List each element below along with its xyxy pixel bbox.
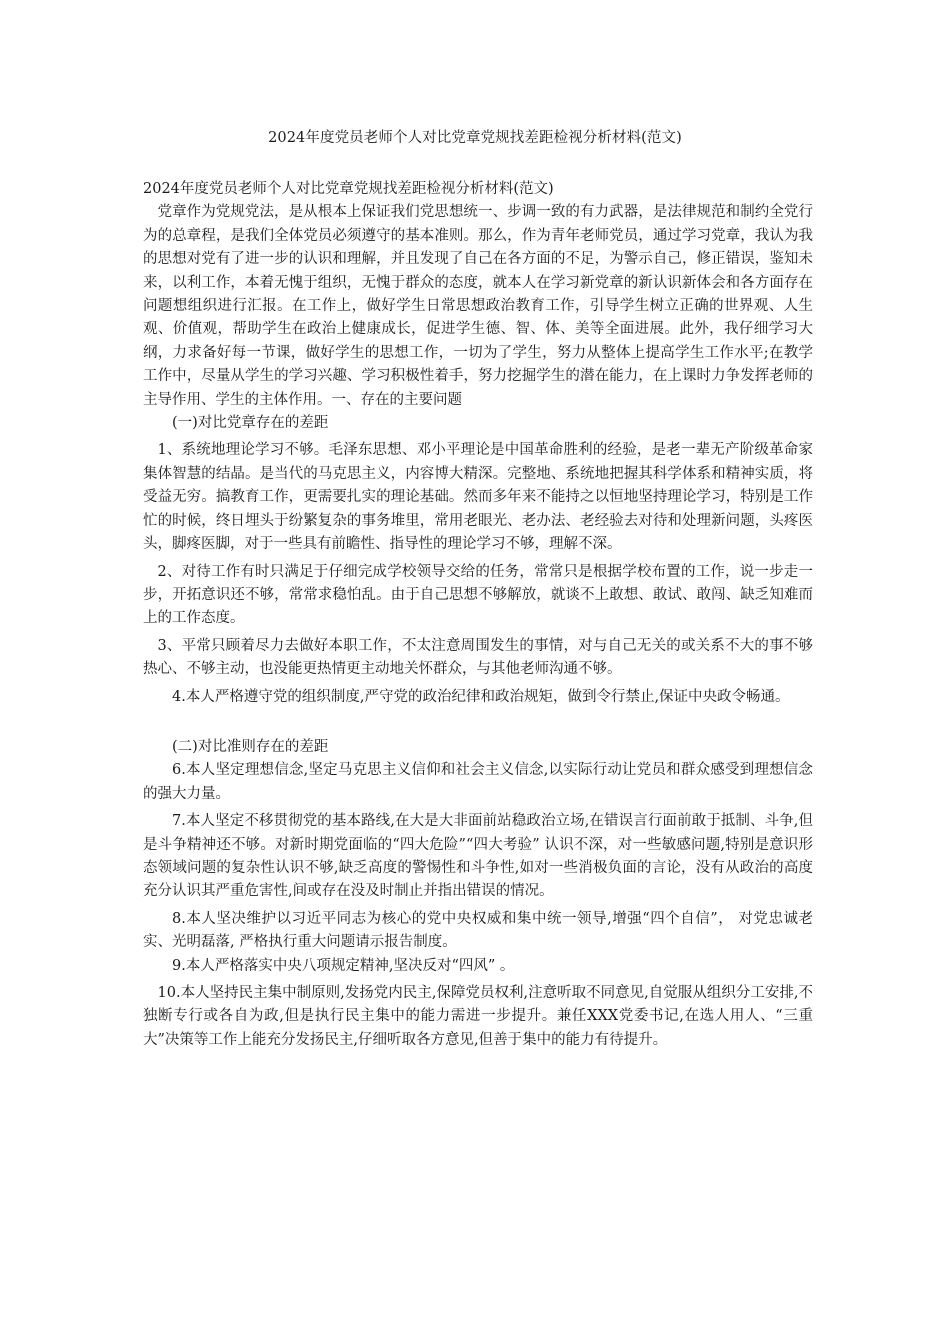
section1-item-3: 3、平常只顾着尽力去做好本职工作，不太注意周围发生的事情，对与自己无关的或关系不大的事不够热心、不够主动，也没能更热情更主动地关怀群众，与其他老师沟通不够。 bbox=[143, 637, 813, 678]
section1-item-1: 1、系统地理论学习不够。毛泽东思想、邓小平理论是中国革命胜利的经验，是老一辈无产阶级革命家集体智慧的结晶。是当代的马克思主义，内容博大精深。完整地、系统地把握其科学体系和精神实质，将受益无穷。搞教育工作，更需要扎实的理论基础。然而多年来不能持之以恒地坚持理论学习，特别是工作忙的时候，终日埋头于纷繁复杂的事务堆里，常用老眼光、老办法、老经验去对待和处理新问题，头疼医头，脚疼医脚，对于一些具有前瞻性、指导性的理论学习不够，理解不深。 bbox=[143, 442, 813, 553]
document-body bbox=[143, 178, 813, 1052]
section2-item-9: 9.本人严格落实中央八项规定精神,坚决反对“四风” 。 bbox=[172, 957, 515, 974]
section2-item-8: 8.本人坚决维护以习近平同志为核心的党中央权威和集中统一领导,增强“四个自信”， 对党忠诚老实、光明磊落, 严格执行重大问题请示报告制度。 bbox=[143, 910, 813, 951]
section2-heading: (二)对比准则存在的差距 bbox=[172, 738, 329, 755]
section2-item-6: 6.本人坚定理想信念,坚定马克思主义信仰和社会主义信念,以实际行动让党员和群众感受到理想信念的强大力量。 bbox=[143, 762, 813, 802]
document-subtitle: 2024年度党员老师个人对比党章党规找差距检视分析材料(范文) bbox=[143, 181, 554, 197]
document-title: 2024年度党员老师个人对比党章党规找差距检视分析材料(范文) bbox=[268, 130, 682, 146]
section1-heading: (一)对比党章存在的差距 bbox=[172, 415, 329, 432]
section1-item-4: 4.本人严格遵守党的组织制度,严守党的政治纪律和政治规矩，做到令行禁止,保证中央政令畅通。 bbox=[172, 688, 790, 705]
section-spacer bbox=[143, 709, 813, 732]
section1-item-2: 2、对待工作有时只满足于仔细完成学校领导交给的任务，常常只是根据学校布置的工作，说一步走一步，开拓意识还不够，常常求稳怕乱。由于自己思想不够解放，就谈不上敢想、敢试、敢闯、缺乏知难而上的工作态度。 bbox=[143, 563, 813, 627]
intro-paragraph: 党章作为党规党法，是从根本上保证我们党思想统一、步调一致的有力武器，是法律规范和制约全党行为的总章程，是我们全体党员必须遵守的基本准则。那么，作为青年老师党员，通过学习党章，我认为我的思想对党有了进一步的认识和理解，并且发现了自己在各方面的不足，为警示自己，修正错误，鉴知未来，以利工作，本着无愧于组织，无愧于群众的态度，就本人在学习新党章的新认识新体会和各方面存在问题想组织进行汇报。在工作上，做好学生日常思想政治教育工作，引导学生树立正确的世界观、人生观、价值观，帮助学生在政治上健康成长，促进学生德、智、体、美等全面进展。此外，我仔细学习大纲，力求备好每一节课，做好学生的思想工作，一切为了学生，努力从整体上提高学生工作水平;在教学工作中，尽量从学生的学习兴趣、学习积极性着手，努力挖掘学生的潜在能力，在上课时力争发挥老师的主导作用、学生的主体作用。一、存在的主要问题 bbox=[143, 204, 813, 408]
section2-item-10: 10.本人坚持民主集中制原则,发扬党内民主,保障党员权利,注意听取不同意见,自觉服从组织分工安排,不独断专行或各自为政,但是执行民主集中的能力需进一步提升。兼任XXX党委书记,在选人用人、“三重 大”决策等工作上能充分发扬民主,仔细听取各方意见,但善于集中的能力有待提升。 bbox=[143, 985, 813, 1048]
section2-item-7: 7.本人坚定不移贯彻党的基本路线,在大是大非面前站稳政治立场,在错误言行面前敢于抵制、斗争,但是斗争精神还不够。对新时期党面临的“四大危险”“四大考验” 认识不深，对一些敏感问题,特别是意识形态领域问题的复杂性认识不够,缺乏高度的警惕性和斗争性,如对一些消极负面的言论，没有从政治的高度充分认识其严重危害性,间或存在没及时制止并指出错误的情况。 bbox=[143, 813, 813, 900]
